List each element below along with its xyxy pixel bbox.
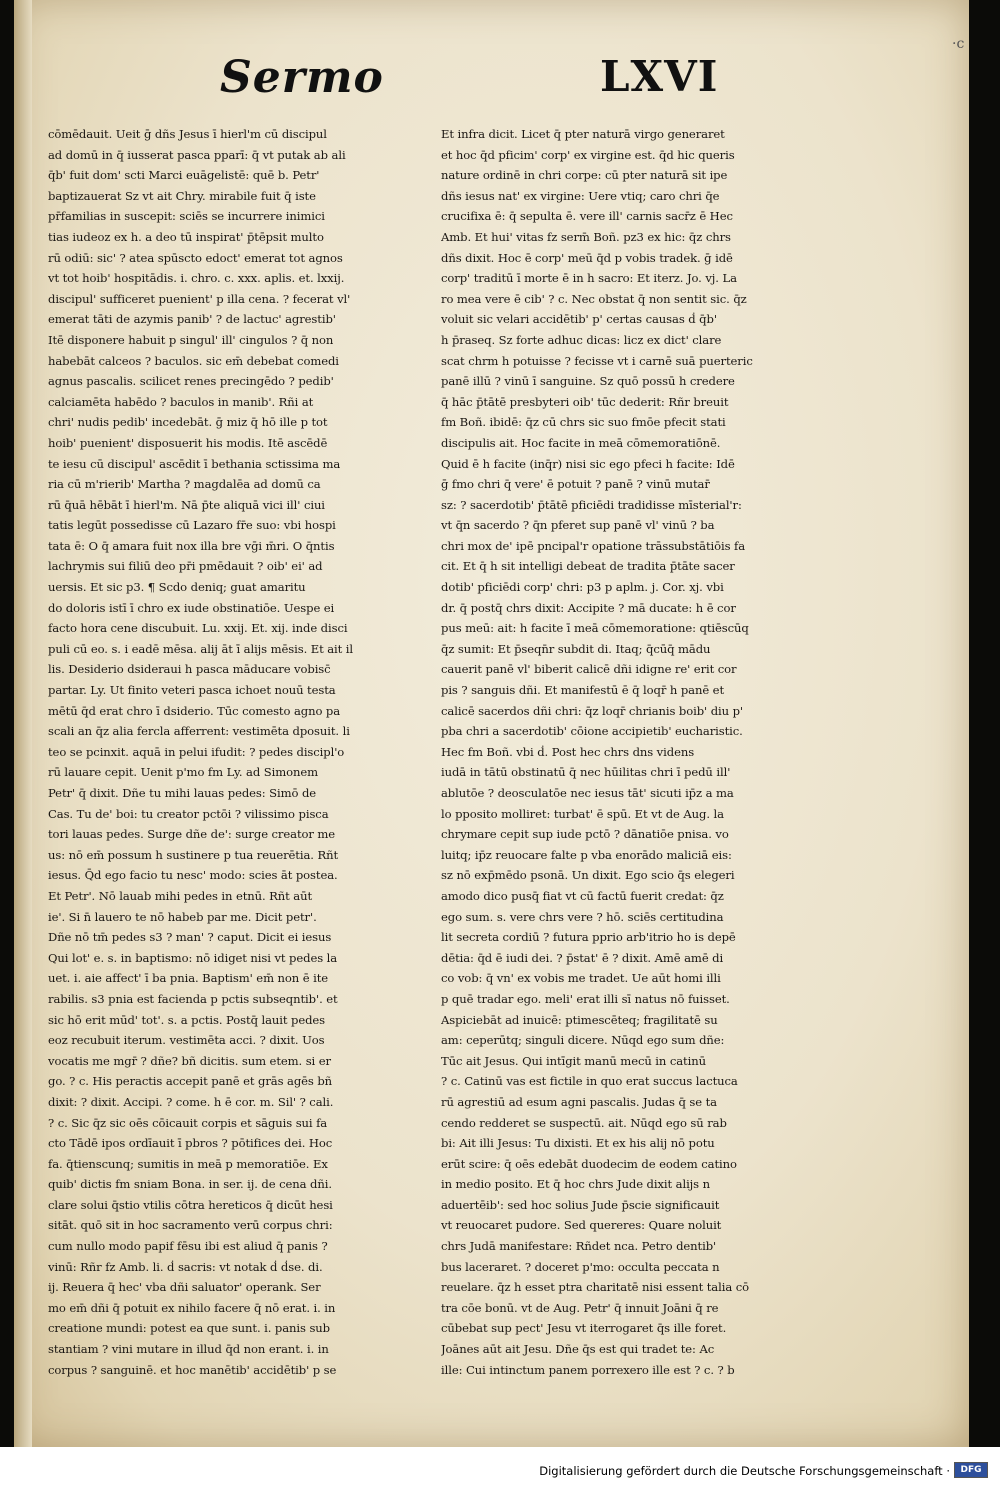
text-line: dētia: q̄d ē iudi dei. ? p̄stat' ē ? dixit. Amē amē di xyxy=(441,950,724,965)
text-line: go. ? c. His peractis accepit panē et grās agēs bñ xyxy=(48,1074,333,1089)
text-line: corp' traditū ī morte ē in h sacro: Et iterz. Jo. vj. La xyxy=(441,271,737,286)
text-line: Amb. Et hui' vitas fz serm̄ Boñ. pz3 ex hic: q̄z chrs xyxy=(441,229,731,244)
text-line: sz: ? sacerdotib' p̄tātē pficiēdi tradidisse mīsterial'r: xyxy=(441,497,742,512)
text-line: crucifixa ē: q̄ sepulta ē. vere ill' carnis sacr̄z ē Hec xyxy=(441,209,733,224)
text-line: puli cū eo. s. i eadē mēsa. alij āt ī alijs mēsis. Et ait il xyxy=(48,641,354,656)
text-line: cit. Et q̄ h sit intelligi debeat de tradita p̄tāte sacer xyxy=(441,559,735,574)
text-line: eoz recubuit iterum. vestimēta acci. ? dixit. Uos xyxy=(48,1033,325,1048)
text-line: teo se pcinxit. aquā in pelui ifudit: ? pedes discipl'o xyxy=(48,744,345,759)
text-line: Hec fm Boñ. vbi ḋ. Post hec chrs dns videns xyxy=(441,744,695,759)
text-line: dr. q̄ postq̄ chrs dixit: Accipite ? mā ducate: h ē cor xyxy=(441,600,736,615)
text-line: co vob: q̄ vn' ex vobis me tradet. Ue aūt homi illi xyxy=(441,971,721,986)
text-line: mētū q̄d erat chro ī dsiderio. Tūc comesto agno pa xyxy=(48,703,341,718)
text-line: pis ? sanguis dñi. Et manifestū ē q̄ loqr̄ h panē et xyxy=(441,683,725,698)
text-line: et hoc q̄d pficim' corp' ex virgine est. q̄d hic queris xyxy=(441,147,735,162)
text-line: nature ordinē in chri corpe: cū pter naturā sit ipe xyxy=(441,168,728,183)
text-line: cto Tādē ipos ordīauit ī pbros ? pōtifices dei. Hoc xyxy=(48,1136,333,1151)
text-line: mo em̄ dñi q̄ potuit ex nihilo facere q̄ nō erat. i. in xyxy=(48,1300,336,1315)
dfg-logo: DFG xyxy=(954,1462,988,1478)
page-gutter-edge xyxy=(14,0,32,1447)
text-line: do doloris istī ī chro ex iude obstinatiōe. Uespe ei xyxy=(48,600,335,615)
text-line: dñs iesus nat' ex virgine: Uere vtiq; caro chri q̄e xyxy=(441,188,720,203)
text-line: chrs Judā manifestare: Rñdet nca. Petro dentib' xyxy=(441,1239,717,1254)
text-line: vt reuocaret pudore. Sed quereres: Quare noluit xyxy=(441,1218,722,1233)
text-line: ad domū in q̄ iusserat pasca pparī: q̄ vt putak ab ali xyxy=(48,147,346,162)
text-line: Quid ē h facite (inq̄r) nisi sic ego pfeci h facite: Idē xyxy=(441,456,735,471)
text-line: Et Petr'. Nō lauab mihi pedes in etnū. Rñt aūt xyxy=(48,888,313,903)
text-line: bi: Ait illi Jesus: Tu dixisti. Et ex his alij nō potu xyxy=(441,1136,715,1151)
text-line: ie'. Si n̄ lauero te nō habeb par me. Dicit petr'. xyxy=(48,909,317,924)
text-line: iesus. Q̄d ego facio tu nesc' modo: scies āt postea. xyxy=(48,868,338,883)
text-line: iudā in tātū obstinatū q̄ nec hūilitas chri ī pedū ill' xyxy=(441,765,731,780)
text-line: tra cōe bonū. vt de Aug. Petr' q̄ innuit Joāni q̄ re xyxy=(441,1300,719,1315)
text-line: lit secreta cordiū ? futura pprio arb'itrio ho is depē xyxy=(441,930,736,945)
text-line: dixit: ? dixit. Accipi. ? come. h ē cor. m. Sil' ? cali. xyxy=(48,1094,334,1109)
text-line: tatis legūt possedisse cū Lazaro fr̄e suo: vbi hospi xyxy=(48,518,336,533)
text-line: chri mox de' ipē pncipal'r opatione trāssubstātiōis fa xyxy=(441,538,746,553)
text-line: vt tot hoib' hospitādis. i. chro. c. xxx. aplis. et. lxxij. xyxy=(48,271,345,286)
text-line: vt q̄n sacerdo ? q̄n pferet sup panē vl' vinū ? ba xyxy=(441,518,715,533)
text-line: q̄z sumit: Et p̄seqn̄r subdit di. Itaq; q̄cūq̄ mādu xyxy=(441,641,711,656)
text-line: sitāt. quō sit in hoc sacramento verū corpus chri: xyxy=(48,1218,333,1233)
text-line: calicē sacerdos dñi chri: q̄z loqr̄ chrianis boib' diu p' xyxy=(441,703,744,718)
text-line: Itē disponere habuit p singul' ill' cingulos ? q̄ non xyxy=(48,332,334,347)
text-line: ablutōe ? deosculatōe nec iesus tāt' sicuti ip̄z a ma xyxy=(441,786,734,800)
text-line: Et infra dicit. Licet q̄ pter naturā virgo generaret xyxy=(441,127,725,141)
text-line: rū q̄uā hēbāt ī hierl'm. Nā p̄te aliquā vici ill' ciui xyxy=(48,497,325,512)
text-line: Aspiciebāt ad inuicē: ptimescēteq; fragilitatē su xyxy=(441,1012,718,1027)
text-line: us: nō em̄ possum h sustinere p tua reuerētia. Rñt xyxy=(48,847,338,862)
text-line: rū agrestiū ad esum agni pascalis. Judas q̄ se ta xyxy=(441,1094,717,1109)
text-line: am: ceperūtq; singuli dicere. Nūqd ego sum dñe: xyxy=(441,1033,725,1048)
text-line: Dñe nō tm̄ pedes s3 ? man' ? caput. Dicit ei iesus xyxy=(48,930,332,945)
text-line: Cas. Tu de' boi: tu creator pctōi ? vilissimo pisca xyxy=(48,806,329,821)
text-line: tata ē: O q̄ amara fuit nox illa bre vḡi m̄ri. O q̄ntis xyxy=(48,538,335,553)
text-line: calciamēta habēdo ? baculos in manib'. Rñi at xyxy=(48,394,314,409)
text-line: cauerit panē vl' biberit calicē dñi idigne re' erit cor xyxy=(441,662,737,677)
text-line: ? c. Sic q̄z sic oēs cōicauit corpis et sāguis sui fa xyxy=(48,1115,328,1130)
text-line: amodo dico pusq̄ fiat vt cū factū fuerit credat: q̄z xyxy=(441,888,724,903)
text-line: ille: Cui intinctum panem porrexero ille est ? c. ? b xyxy=(441,1362,735,1377)
text-line: q̄ hāc p̄tātē presbyteri oib' tūc dederit: Rñr breuit xyxy=(441,394,729,409)
text-line: facto hora cene discubuit. Lu. xxij. Et. xij. inde disci xyxy=(48,621,348,636)
text-line: pr̄familias in suscepit: sciēs se incurrere inimici xyxy=(48,209,325,224)
text-line: hoib' puenient' disposuerit his modis. Itē ascēdē xyxy=(48,435,328,450)
text-line: agnus pascalis. scilicet renes precingēdo ? pedib' xyxy=(48,374,334,389)
text-line: voluit sic velari accidētib' p' certas causas ḋ q̄b' xyxy=(441,312,717,327)
text-line: cōmēdauit. Ueit ḡ dñs Jesus ī hierl'm cū discipul xyxy=(48,127,327,141)
text-line: discipul' sufficeret puenient' p illa cena. ? fecerat vl' xyxy=(48,291,351,306)
text-line: cendo redderet se suspectū. ait. Nūqd ego sū rab xyxy=(441,1115,727,1130)
text-line: rū lauare cepit. Uenit p'mo fm Ly. ad Simonem xyxy=(48,765,319,780)
text-line: ḡ fmo chri q̄ vere' ē potuit ? panē ? vinū mutar̄ xyxy=(441,477,710,492)
text-line: rū odiū: sic' ? atea spūscto edoct' emerat tot agnos xyxy=(48,250,343,265)
right-text-column xyxy=(441,124,813,1380)
text-line: scat chrm h potuisse ? fecisse vt i carnē suā puerteric xyxy=(441,353,753,368)
text-line: pba chri a sacerdotib' cōione accipietib' eucharistic. xyxy=(441,724,743,739)
text-line: chri' nudis pedib' incedebāt. ḡ miz q̄ hō ille p tot xyxy=(48,415,328,430)
text-line: vocatis me mgr̄ ? dñe? bñ dicitis. sum etem. si er xyxy=(48,1053,331,1068)
text-line: lachrymis sui filiū deo pr̄i pmēdauit ? oib' ei' ad xyxy=(48,559,323,574)
text-line: dñs dixit. Hoc ē corp' meū q̄d p vobis tradek. ḡ idē xyxy=(441,250,733,265)
folio-number: LXVI xyxy=(600,52,719,101)
text-line: uet. i. aie affect' ī ba pnia. Baptism' em̄ non ē ite xyxy=(48,971,329,986)
text-line: Petr' q̄ dixit. Dñe tu mihi lauas pedes: Simō de xyxy=(48,786,317,800)
text-line: tias iudeoz ex h. a deo tū inspirat' p̄tēpsit multo xyxy=(48,229,324,244)
text-line: fa. q̄tienscunq; sumitis in meā p memoratiōe. Ex xyxy=(48,1156,328,1171)
text-line: creatione mundi: potest ea que sunt. i. panis sub xyxy=(48,1321,331,1336)
text-line: baptizauerat Sz vt ait Chry. mirabile fuit q̄ iste xyxy=(48,188,316,203)
footer-bar xyxy=(0,1447,1000,1497)
text-line: partar. Ly. Ut finito veteri pasca ichoet nouū testa xyxy=(48,683,336,698)
left-text-column xyxy=(48,124,422,1380)
text-line: discipulis ait. Hoc facite in meā cōmemoratiōnē. xyxy=(441,435,721,450)
text-line: ego sum. s. vere chrs vere ? hō. sciēs certitudina xyxy=(441,909,724,924)
text-line: clare solui q̄stio vtilis cōtra hereticos q̄ dicūt hesi xyxy=(48,1197,333,1212)
text-line: quib' dictis fm sniam Bona. in ser. ij. de cena dñi. xyxy=(48,1177,332,1192)
text-line: corpus ? sanguinē. et hoc manētib' accidētib' p se xyxy=(48,1362,337,1377)
corner-mark: ·c xyxy=(952,36,965,52)
text-line: ij. Reuera q̄ hec' vba dñi saluator' operank. Ser xyxy=(48,1280,321,1295)
text-line: panē illū ? vinū ī sanguine. Sz quō possū h credere xyxy=(441,374,735,389)
text-line: fm Boñ. ibidē: q̄z cū chrs sic suo fmōe pfecit stati xyxy=(441,415,726,430)
text-line: stantiam ? vini mutare in illud q̄d non erant. i. in xyxy=(48,1342,329,1357)
text-line: lo pposito molliret: turbat' ē spū. Et vt de Aug. la xyxy=(441,806,724,821)
running-header-left: Sermo xyxy=(220,52,384,103)
text-line: q̄b' fuit dom' scti Marci euāgelistē: quē b. Petr' xyxy=(48,168,320,183)
text-line: ? c. Catinū vas est fictile in quo erat succus lactuca xyxy=(441,1074,738,1089)
text-line: vinū: Rñr fz Amb. li. ḋ sacris: vt notak ḋ ḋse. di. xyxy=(48,1259,323,1274)
text-line: Tūc ait Jesus. Qui intīgit manū mecū in catinū xyxy=(441,1053,706,1068)
text-line: h p̄raseq. Sz forte adhuc dicas: licz ex dict' clare xyxy=(441,332,722,347)
text-line: Joānes aūt ait Jesu. Dñe q̄s est qui tradet te: Ac xyxy=(441,1342,715,1357)
funding-credit: Digitalisierung gefördert durch die Deutsche Forschungsgemeinschaft · xyxy=(539,1464,950,1478)
text-line: in medio posito. Et q̄ hoc chrs Jude dixit alijs n xyxy=(441,1177,710,1192)
text-line: emerat tāti de azymis panib' ? de lactuc' agrestib' xyxy=(48,312,336,327)
text-line: bus laceraret. ? doceret p'mo: occulta peccata n xyxy=(441,1259,720,1274)
text-line: lis. Desiderio dsideraui h pasca māducare vobisc̄ xyxy=(48,662,331,677)
text-line: ria cū m'rierib' Martha ? magdalēa ad domū ca xyxy=(48,477,321,492)
text-line: Qui lot' e. s. in baptismo: nō idiget nisi vt pedes la xyxy=(48,950,338,965)
text-line: rabilis. s3 pnia est facienda p pctis subseqntib'. et xyxy=(48,991,338,1006)
text-line: uersis. Et sic p3. ¶ Scdo deniq; guat amaritu xyxy=(48,580,306,595)
text-line: erūt scire: q̄ oēs edebāt duodecim de eodem catino xyxy=(441,1156,737,1171)
text-line: luitq; ip̄z reuocare falte p vba enorādo maliciā eis: xyxy=(441,847,732,862)
text-line: chrymare cepit sup iude pctō ? dānatiōe pnisa. vo xyxy=(441,827,729,842)
text-line: habebāt calceos ? baculos. sic em̄ debebat comedi xyxy=(48,353,339,368)
text-line: p quē tradar ego. meli' erat illi sī natus nō fuisset. xyxy=(441,991,730,1006)
text-line: dotib' pficiēdi corp' chri: p3 p aplm. j. Cor. xj. vbi xyxy=(441,580,724,595)
text-line: tori lauas pedes. Surge dñe de': surge creator me xyxy=(48,827,336,842)
text-line: cum nullo modo papif fēsu ibi est aliud q̄ panis ? xyxy=(48,1239,328,1254)
text-line: ro mea vere ē cib' ? c. Nec obstat q̄ non sentit sic. q̄z xyxy=(441,291,747,306)
text-line: aduertēib': sed hoc solius Jude p̄scie significauit xyxy=(441,1197,720,1212)
text-line: sic hō erit mūd' tot'. s. a pctis. Postq̄ lauit pedes xyxy=(48,1012,326,1027)
text-line: scali an q̄z alia fercla afferrent: vestimēta dposuit. li xyxy=(48,724,350,739)
text-line: reuelare. q̄z h esset ptra charitatē nisi essent talia cō xyxy=(441,1280,749,1295)
text-line: pus meū: ait: h facite ī meā cōmemoratione: qtiēscūq xyxy=(441,621,749,636)
text-line: te iesu cū discipul' ascēdit ī bethania sctissima ma xyxy=(48,456,341,471)
text-line: sz nō exp̄mēdo psonā. Un dixit. Ego scio q̄s elegeri xyxy=(441,868,735,883)
text-line: cūbebat sup pect' Jesu vt iterrogaret q̄s ille foret. xyxy=(441,1321,727,1336)
